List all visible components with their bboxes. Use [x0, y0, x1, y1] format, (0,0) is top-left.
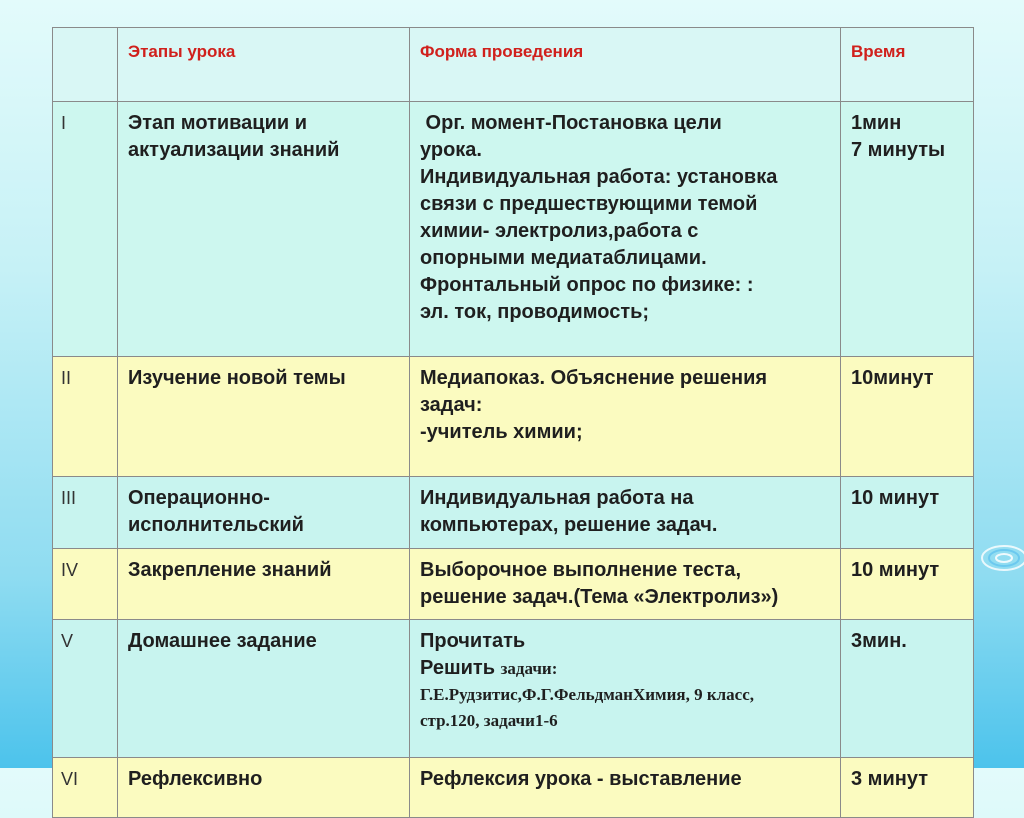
row-num: II — [53, 357, 118, 477]
row-time — [841, 102, 974, 357]
stage-line: актуализации знаний — [128, 139, 340, 161]
stage-line: Рефлексивно — [128, 768, 263, 790]
row-form — [410, 758, 841, 818]
row-stage — [118, 549, 410, 620]
row-time — [841, 477, 974, 549]
row-form — [410, 477, 841, 549]
row-form — [410, 549, 841, 620]
time-line: 3 минут — [851, 768, 929, 790]
row-form — [410, 102, 841, 357]
form-line: Медиапоказ. Объяснение решения — [420, 367, 768, 389]
header-form: Форма проведения — [410, 28, 841, 102]
time-line: 10минут — [851, 367, 934, 389]
form-line: Рефлексия урока - выставление — [420, 768, 742, 790]
form-line: опорными медиатаблицами. — [420, 247, 707, 269]
row-stage — [118, 620, 410, 758]
table-row — [53, 102, 974, 357]
form-line: Прочитать — [420, 630, 526, 652]
form-line: Фронтальный опрос по физике: : — [420, 274, 754, 296]
stage-line: Домашнее задание — [128, 630, 317, 652]
row-form — [410, 620, 841, 758]
time-line: 3мин. — [851, 630, 907, 652]
table-row — [53, 758, 974, 818]
form-line: -учитель химии; — [420, 421, 583, 443]
row-num: IV — [53, 549, 118, 620]
row-stage — [118, 758, 410, 818]
time-line: 10 минут — [851, 559, 940, 581]
table-row — [53, 477, 974, 549]
form-line: эл. ток, проводимость; — [420, 301, 650, 323]
table-header-row — [53, 28, 974, 102]
row-num: I — [53, 102, 118, 357]
form-sub: задачи: — [500, 659, 558, 678]
form-sub-line: Г.Е.Рудзитис,Ф.Г.ФельдманХимия, 9 класс, — [420, 685, 755, 704]
header-time: Время — [841, 28, 974, 102]
form-sub-line: стр.120, задачи1-6 — [420, 711, 558, 730]
time-line: 10 минут — [851, 487, 940, 509]
form-line: урока. — [420, 139, 482, 161]
row-time — [841, 758, 974, 818]
row-num: III — [53, 477, 118, 549]
row-time — [841, 620, 974, 758]
form-line: компьютерах, решение задач. — [420, 514, 718, 536]
form-line: решение задач.(Тема «Электролиз») — [420, 586, 779, 608]
form-line: химии- электролиз,работа с — [420, 220, 699, 242]
table-row — [53, 620, 974, 758]
stage-line: Изучение новой темы — [128, 367, 346, 389]
row-stage — [118, 357, 410, 477]
row-num: V — [53, 620, 118, 758]
stage-line: Операционно- — [128, 487, 270, 509]
time-line: 1мин — [851, 112, 902, 134]
form-line: задач: — [420, 394, 483, 416]
header-num — [53, 28, 118, 102]
row-stage — [118, 477, 410, 549]
time-line: 7 минуты — [851, 139, 946, 161]
table-row — [53, 549, 974, 620]
stage-line: Этап мотивации и — [128, 112, 308, 134]
form-line: Индивидуальная работа на — [420, 487, 694, 509]
stage-line: Закрепление знаний — [128, 559, 332, 581]
form-line: связи с предшествующими темой — [420, 193, 758, 215]
lesson-plan-table — [52, 27, 974, 818]
row-form — [410, 357, 841, 477]
table-row — [53, 357, 974, 477]
form-line: Индивидуальная работа: установка — [420, 166, 778, 188]
form-line: Выборочное выполнение теста, — [420, 559, 742, 581]
row-time — [841, 549, 974, 620]
form-line — [420, 655, 830, 682]
form-word: Решить — [420, 657, 496, 679]
form-line: Орг. момент-Постановка цели — [420, 112, 722, 134]
stage-line: исполнительский — [128, 514, 304, 536]
row-num: VI — [53, 758, 118, 818]
header-stage: Этапы урока — [118, 28, 410, 102]
row-stage — [118, 102, 410, 357]
row-time — [841, 357, 974, 477]
